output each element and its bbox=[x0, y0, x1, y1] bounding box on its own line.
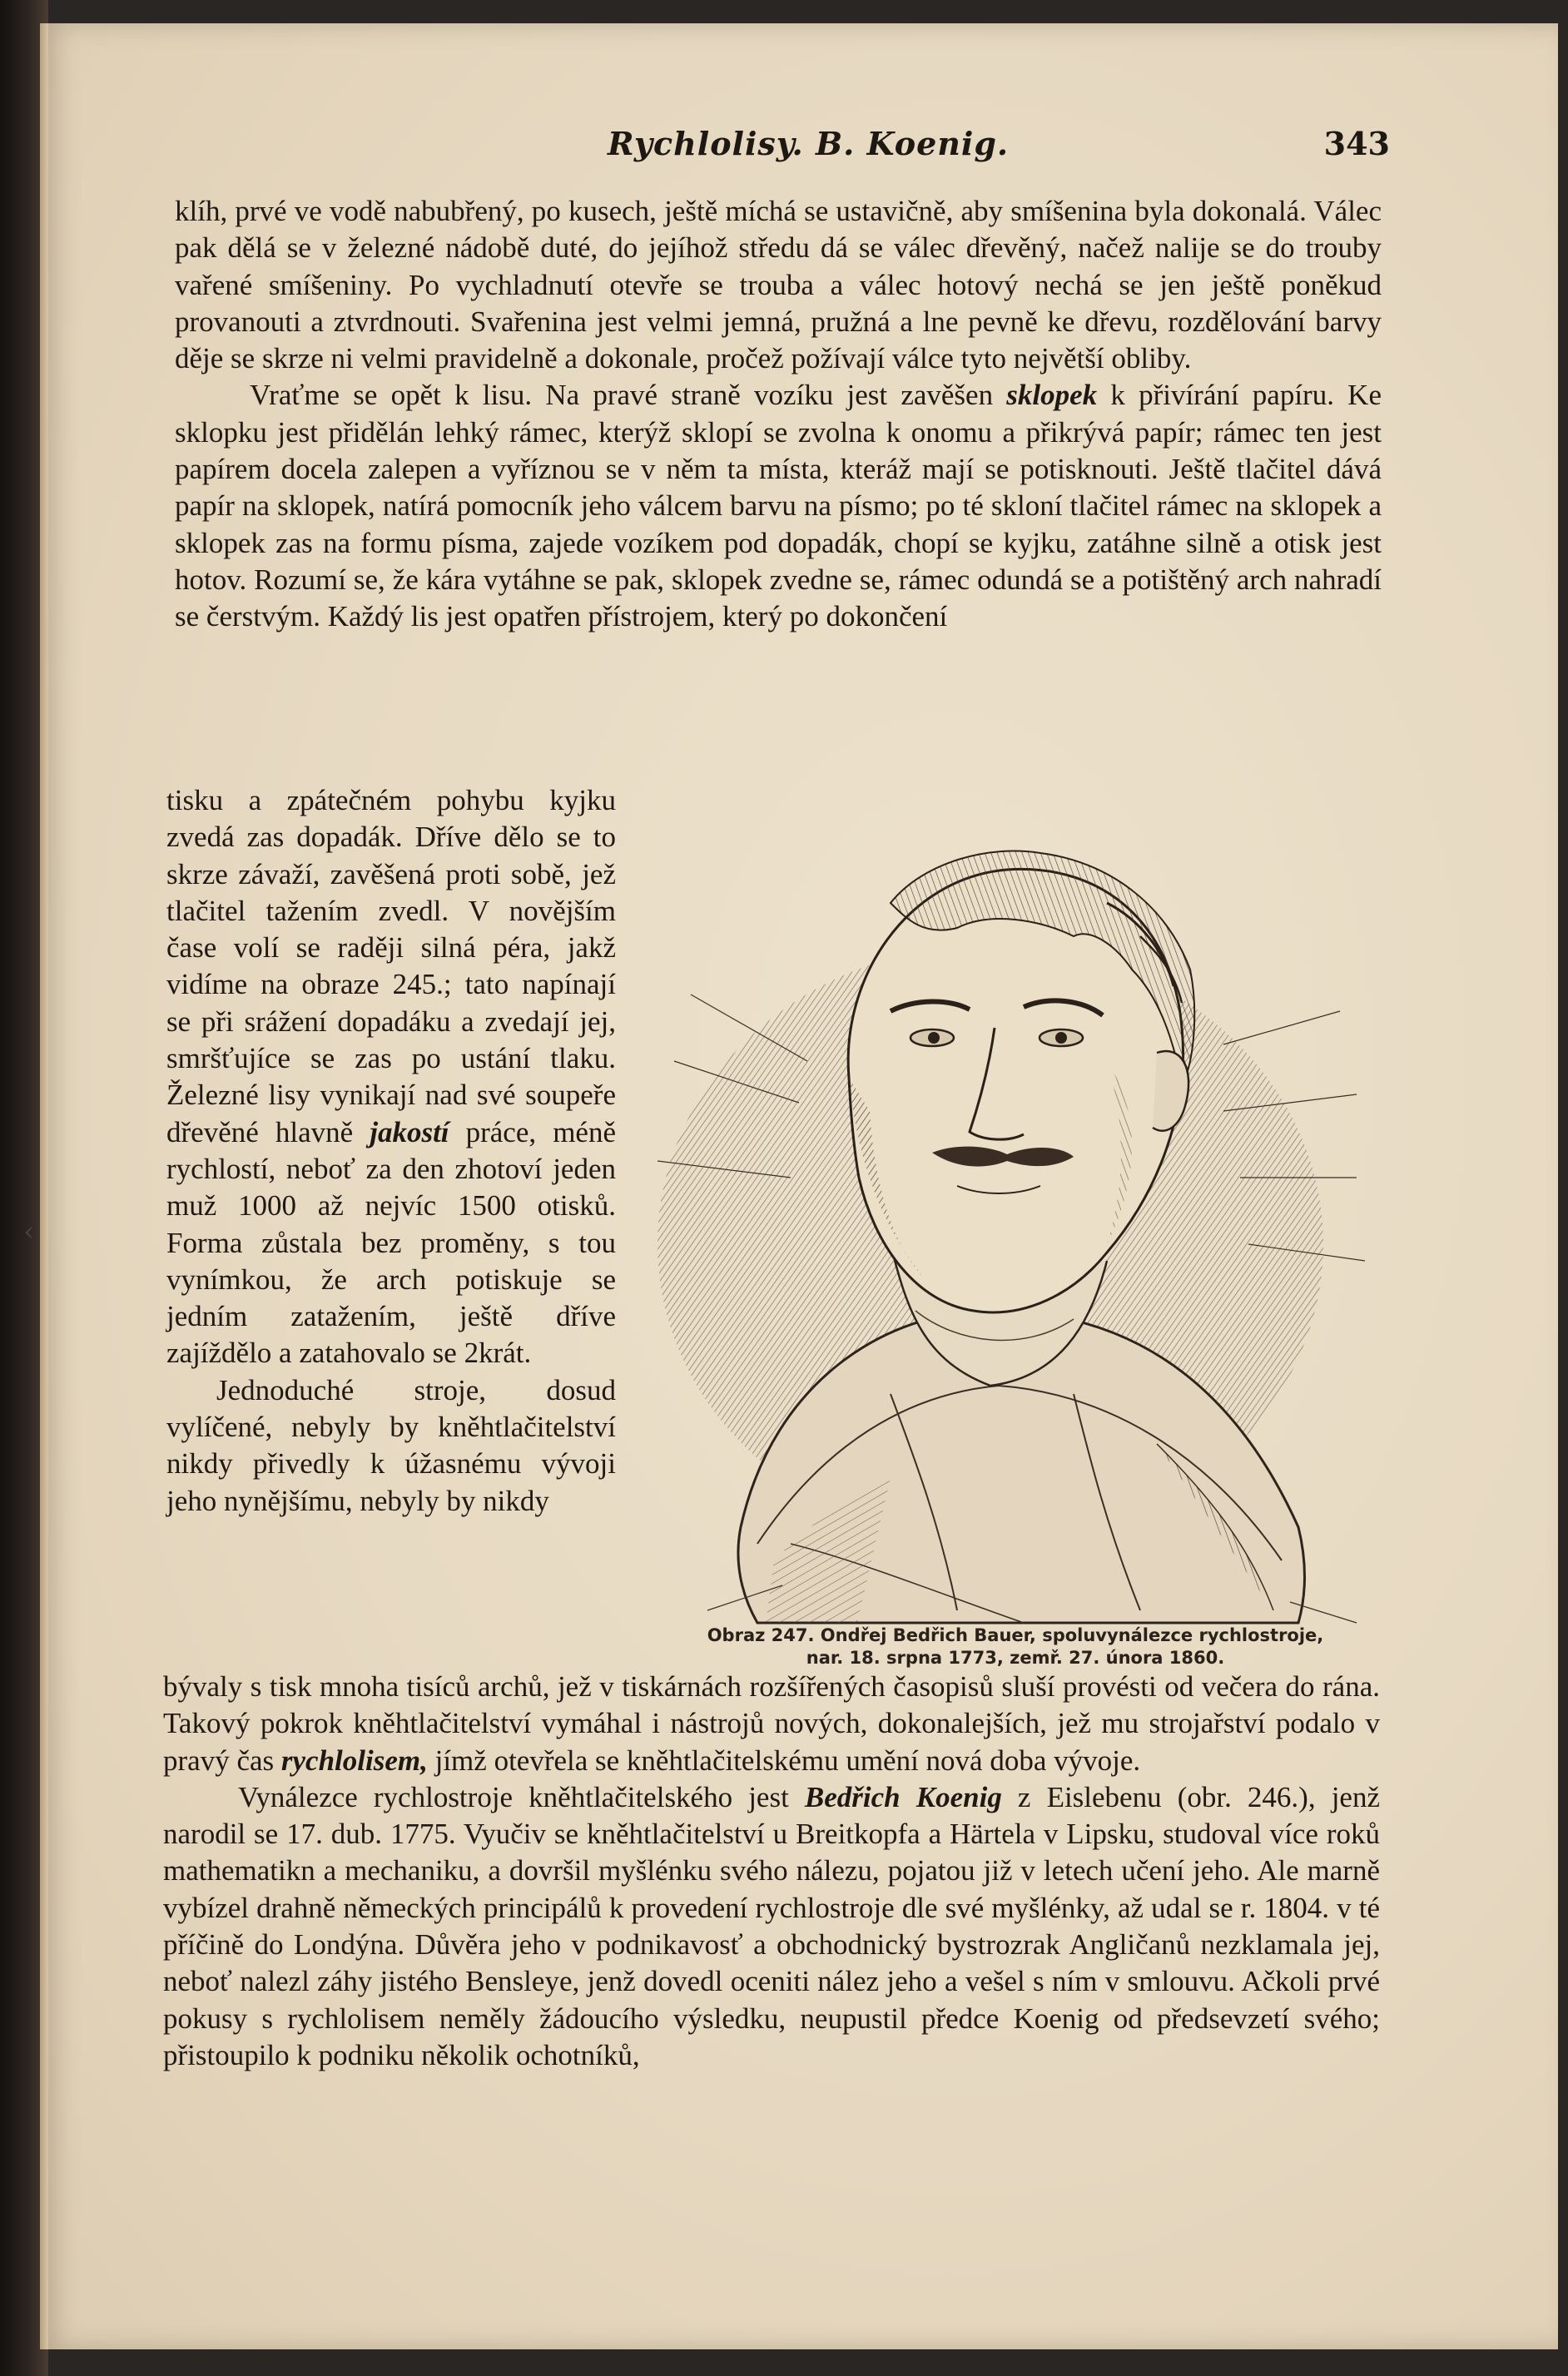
left-text-b: práce, méně rychlostí, neboť za den zhotoví jeden muž 1000 až nejvíc 1500 otisků. Forma zůstala bez proměny, s tou vynímkou, že arch potiskuje se jedním zatažením, ještě dříve zajíždělo a zatahovalo se 2krát. bbox=[166, 1115, 616, 1370]
paragraph-roller-glue: klíh, prvé ve vodě nabubřený, po kusech, ještě míchá se ustavičně, aby smíšenina byla dokonalá. Válec pak dělá se v železné nádobě duté, do jejíhož středu dá se válec dřevěný, načež nalije se do trouby vařené smíšeniny. Po vychladnutí otevře se trouba a válec hotový nechá se jen ještě poněkud provanouti a ztvrdnouti. Svařenina jest velmi jemná, pružná a lne pevně ke dřevu, rozdělování barvy děje se skrze ni velmi pravidelně a dokonale, pročež požívají válce tyto největší obliby. bbox=[175, 195, 1382, 375]
figure-portrait-bust bbox=[641, 811, 1373, 1627]
bottom-text-b: jímž otevřela se kněhtlačitelskému umění nová doba vývoje. bbox=[427, 1744, 1141, 1777]
text-block-bottom bbox=[163, 1669, 1380, 2074]
text-block-top bbox=[175, 193, 1382, 636]
figure-caption bbox=[682, 1625, 1348, 1669]
gutter-mark: ‹ bbox=[23, 1215, 35, 1248]
paragraph-continuation bbox=[163, 1669, 1380, 1779]
caption-line-2: nar. 18. srpna 1773, zemř. 27. února 1860. bbox=[806, 1648, 1225, 1668]
paragraph-simple-machines: Jednoduché stroje, dosud vylíčené, nebyly by kněhtlačitelství nikdy přivedly k úžasnému vývoji jeho nynějšímu, nebyly by nikdy bbox=[166, 1373, 616, 1517]
name-bedrich-koenig: Bedřich Koenig bbox=[804, 1780, 1002, 1813]
paragraph-koenig bbox=[163, 1779, 1380, 2074]
left-text-a: tisku a zpátečném pohybu kyjku zvedá zas dopadák. Dříve dělo se to skrze závaží, zavěšená proti sobě, jež tlačitel tažením zvedl. V novějším čase volí se raději silná péra, jakž vidíme na obraze 245.; tato napínají se při srážení dopadáku a zvedají jej, smršťujíce se zas po ustání tlaku. Železné lisy vynikají nad své soupeře dřevěné hlavně bbox=[166, 784, 616, 1148]
caption-line-1: Obraz 247. Ondřej Bedřich Bauer, spoluvynálezce rychlostroje, bbox=[707, 1625, 1324, 1645]
press-text-start: Vraťme se opět k lisu. Na pravé straně vozíku jest zavěšen bbox=[250, 379, 1007, 412]
paragraph-press bbox=[175, 377, 1382, 635]
paragraph-left-column bbox=[166, 782, 616, 1372]
koenig-text-rest: z Eislebenu (obr. 246.), jenž narodil se 17. dub. 1775. Vyučiv se kněhtlačitelství u Breitkopfa a Härtela v Lipsku, studoval více roků mathematikn a mechaniku, a dovršil myšlénku svého nálezu, pojatou již v letech učení jeho. Ale marně vybízel drahně německých principálů k provedení rychlostroje dle své myšlénky, až udal se r. 1804. v té příčině do Londýna. Důvěra jeho v podnikavosť a obchodnický bystrozrak Angličanů nezklamala jej, neboť nalezl záhy jistého Bensleye, jenž dovedl oceniti nález jeho a vešel s ním v smlouvu. Ačkoli prvé pokusy s rychlolisem neměly žádoucího výsledku, neupustil předce Koenig od předsevzetí svého; přistoupilo k podniku několik ochotníků, bbox=[163, 1780, 1380, 2071]
portrait-engraving bbox=[641, 811, 1373, 1627]
bottom-text-a: bývaly s tisk mnoha tisíců archů, jež v tiskárnách rozšířených časopisů sluší provésti od večera do rána. Takový pokrok kněhtlačitelství vymáhal i nástrojů nových, dokonalejších, jež mu strojařství podalo v pravý čas bbox=[163, 1670, 1380, 1777]
running-head: Rychlolisy. B. Koenig. bbox=[608, 125, 1010, 162]
page-edge bbox=[40, 23, 48, 2349]
press-text-rest: k přivírání papíru. Ke sklopku jest přidělán lehký rámec, kterýž sklopí se zvolna k onomu a přikrývá papír; rámec ten jest papírem docela zalepen a vyříznou se v něm ta místa, kteráž mají se potisknouti. Ještě tlačitel dává papír na sklopek, natírá pomocník jeho válcem barvu na písmo; po té skloní tlačitel rámec na sklopek a sklopek zas na formu písma, zajede vozíkem pod dopadák, chopí se kyjku, zatáhne silně a otisk jest hotov. Rozumí se, že kára vytáhne se pak, sklopek zvedne se, rámec odundá se a potištěný arch nahradí se čerstvým. Každý lis jest opatřen přístrojem, který po dokončení bbox=[175, 379, 1382, 633]
page-header bbox=[166, 125, 1390, 166]
term-sklopek: sklopek bbox=[1006, 379, 1098, 412]
term-jakost: jakostí bbox=[370, 1115, 449, 1148]
term-rychlolis: rychlolisem, bbox=[280, 1744, 428, 1777]
page-number: 343 bbox=[1323, 125, 1390, 162]
text-column-left bbox=[166, 782, 616, 1520]
koenig-text-start: Vynálezce rychlostroje kněhtlačitelského jest bbox=[238, 1780, 805, 1813]
